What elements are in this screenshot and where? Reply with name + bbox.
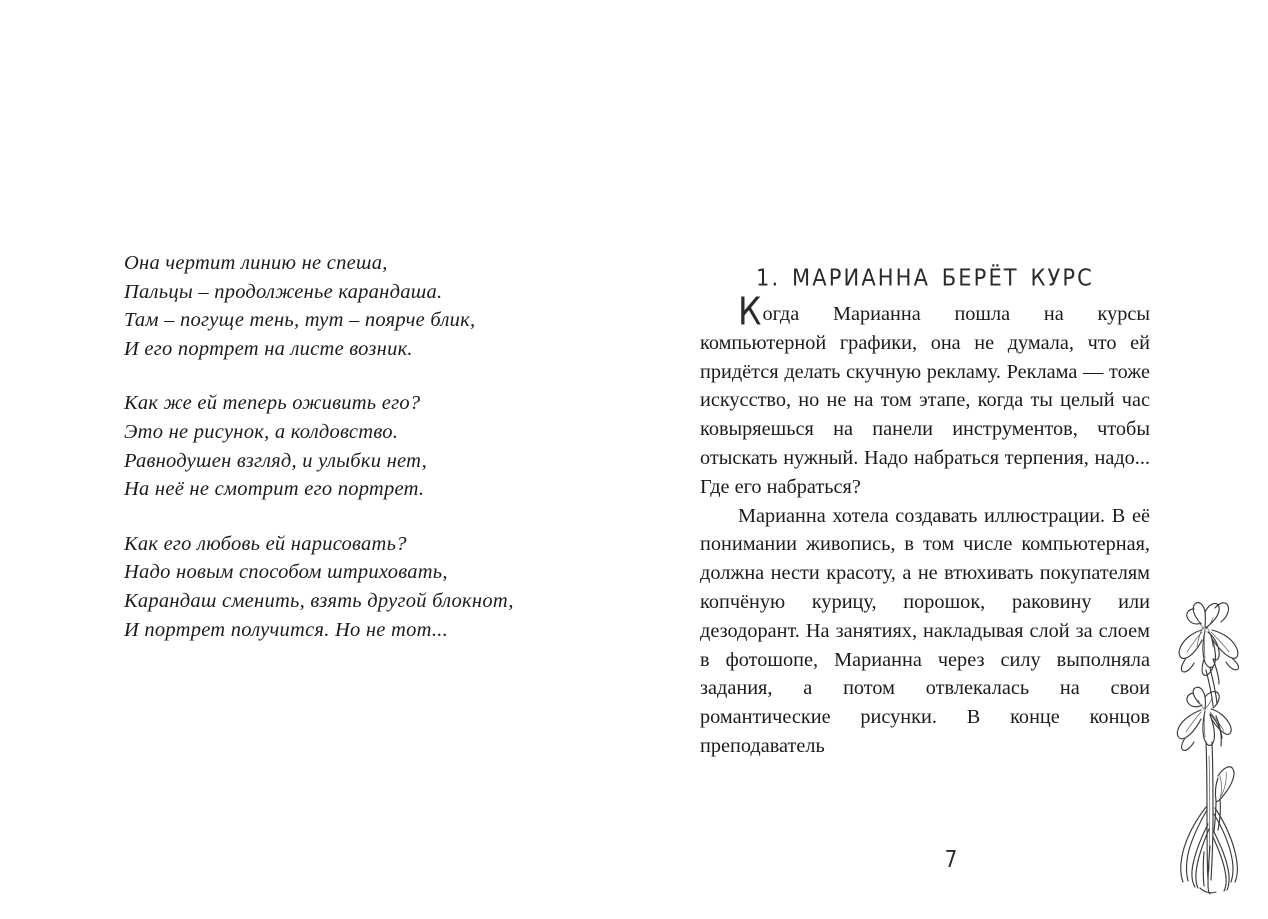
poem-stanza (124, 249, 594, 363)
right-page (634, 0, 1268, 919)
poem-line: Пальцы – продолженье карандаша. (124, 280, 443, 303)
poem-line: Карандаш сменить, взять другой блокнот, (124, 589, 514, 612)
poem-line: На неё не смотрит его портрет. (124, 478, 425, 501)
paragraph: Когда Марианна пошла на курсы компьютерной графики, она не думала, что ей придётся делать скучную рекламу. Реклама — тоже искусство, но не на том этапе, когда ты целый час ковыряешься на панели инструментов, чтобы отыскать нужный. Надо набраться терпения, надо... Где его набраться? (700, 289, 1150, 498)
poem-line: Это не рисунок, а колдовство. (124, 420, 399, 443)
poem-stanza (124, 389, 594, 503)
chapter-title: 1. МАРИАННА БЕРЁТ КУРС (756, 264, 1094, 291)
page-number: 7 (944, 845, 958, 873)
poem (124, 249, 594, 644)
paragraph: Марианна хотела создавать иллюстрации. В её понимании живопись, в том числе компьютерная, должна нести красоту, а не втюхивать покупателям копчёную курицу, порошок, раковину или дезодорант. На занятиях, накладывая слой за слоем в фотошопе, Марианна через силу выполняла задания, а потом отвлекалась на свои романтические рисунки. В конце концов преподаватель (700, 504, 1150, 757)
paragraph-text: огда Марианна пошла на курсы компьютерной графики, она не думала, что ей придётся делать скучную рекламу. Реклама — тоже искусство, но не на том этапе, когда ты целый час ковыряешься на панели инструментов, чтобы отыскать нужный. Надо набраться терпения, надо... Где его набраться? (700, 303, 1150, 498)
poem-line: Равнодушен взгляд, и улыбки нет, (124, 449, 428, 472)
chapter-body (700, 289, 1150, 761)
poem-line: Как же ей теперь оживить его? (124, 392, 421, 415)
poem-line: Как его любовь ей нарисовать? (124, 532, 407, 555)
poem-stanza (124, 530, 594, 644)
poem-line: И его портрет на листе возник. (124, 337, 413, 360)
poem-line: Там – погуще тень, тут – поярче блик, (124, 309, 476, 332)
poem-line: И портрет получится. Но не тот... (124, 618, 448, 641)
poem-line: Она чертит линию не спеша, (124, 252, 388, 274)
poem-line: Надо новым способом штриховать, (124, 561, 448, 584)
